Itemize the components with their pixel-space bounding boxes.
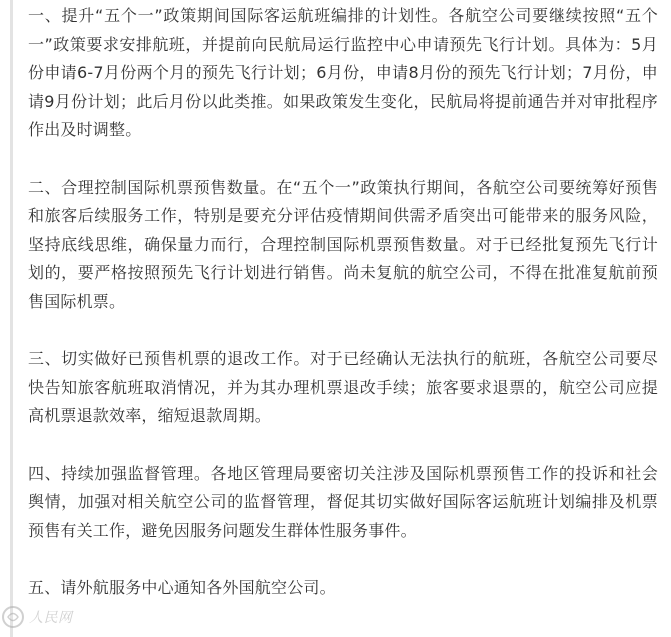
paragraph-5: 五、请外航服务中心通知各外国航空公司。 [28, 578, 336, 597]
left-border-rule [10, 0, 13, 637]
watermark-text: 人民网 [29, 610, 73, 626]
paragraph-1: 一、提升“五个一”政策期间国际客运航班编排的计划性。各航空公司要继续按照“五个一”政策要求安排航班，并提前向民航局运行监控中心申请预先飞行计划。具体为：5月份申请6-7月份两个月的预先飞行计划；6月份，申请8月份的预先飞行计划；7月份，申请9月份计划；此后月份以此类推。如果政策发生变化，民航局将提前通告并对审批程序作出及时调整。 [28, 6, 658, 139]
watermark [0, 602, 73, 632]
paragraph-2: 二、合理控制国际机票预售数量。在“五个一”政策执行期间，各航空公司要统筹好预售和旅客后续服务工作，特别是要充分评估疫情期间供需矛盾突出可能带来的服务风险，坚持底线思维，确保量力而行，合理控制国际机票预售数量。对于已经批复预先飞行计划的，要严格按照预先飞行计划进行销售。尚未复航的航空公司，不得在批准复航前预售国际机票。 [28, 177, 658, 311]
article-body [28, 2, 658, 603]
watermark-logo-icon [0, 604, 26, 630]
paragraph-4: 四、持续加强监督管理。各地区管理局要密切关注涉及国际机票预售工作的投诉和社会舆情，加强对相关航空公司的监督管理，督促其切实做好国际客运航班计划编排及机票预售有关工作，避免因服务问题发生群体性服务事件。 [28, 463, 658, 540]
paragraph-3: 三、切实做好已预售机票的退改工作。对于已经确认无法执行的航班，各航空公司要尽快告知旅客航班取消情况，并为其办理机票退改手续；旅客要求退票的，航空公司应提高机票退款效率，缩短退款周期。 [28, 349, 658, 425]
